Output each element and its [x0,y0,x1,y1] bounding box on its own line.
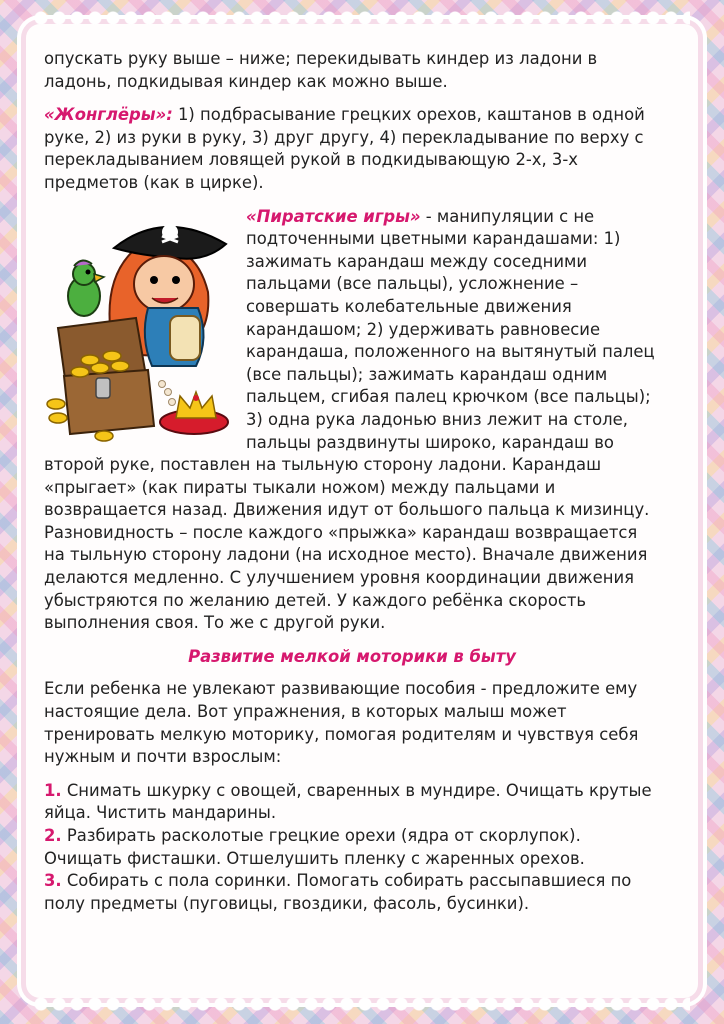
article-body [44,48,660,915]
list-item [44,825,660,870]
list-item-number: 3. [44,871,62,891]
pirate-girl-illustration [44,208,240,444]
jugglers-text: 1) подбрасывание грецких орехов, каштанов в одной руке, 2) из руки в руку, 3) друг другу, 4) перекладывание по верху с перекладыванием ловящей рукой в подкидывающую 2-х, 3-х предметов (как в цирке). [44,105,645,192]
list-item [44,780,660,825]
section-heading: Развитие мелкой моторики в быту [188,646,516,666]
list-item-text: Собирать с пола соринки. Помогать собирать рассыпавшиеся по полу предметы (пуговицы, гвоздики, фасоль, бусинки). [44,871,632,913]
intro-paragraph: опускать руку выше – ниже; перекидывать киндер из ладони в ладонь, подкидывая киндер как можно выше. [44,49,598,91]
pirates-title: «Пиратские игры» [246,206,421,226]
exercise-list [44,780,660,916]
list-item-text: Разбирать расколотые грецкие орехи (ядра от скорлупок). Очищать фисташки. Отшелушить пленку с жаренных орехов. [44,826,585,868]
pirates-paragraph [44,206,660,635]
list-item [44,870,660,915]
pirates-text: - манипуляции с не подточенными цветными карандашами: 1) зажимать карандаш между соседними пальцами (все пальцы), усложнение – совершать колебательные движения карандашом; 2) удерживать равновесие карандаша, положенного на вытянутый палец (все пальцы); зажимать карандаш одним пальцем, сгибая палец крючком (все пальцы); 3) одна рука ладонью вниз лежит на столе, пальцы раздвинуты широко, карандаш во второй руке, поставлен на тыльную сторону ладони. Карандаш «прыгает» (как пираты тыкали ножом) между пальцами и возвращается назад. Движения идут от большого пальца к мизинцу. Разновидность – после каждого «прыжка» карандаш возвращается на тыльную сторону ладони (на исходное место). Вначале движения делаются медленно. С улучшением уровня координации движения убыстряются по желанию детей. У каждого ребёнка скорость выполнения своя. То же с другой руки. [44,206,655,633]
jugglers-title: «Жонглёры»: [44,105,173,125]
section-intro: Если ребенка не увлекают развивающие пособия - предложите ему настоящие дела. Вот упражнения, в которых малыш может тренировать мелкую моторику, помогая родителям и чувствуя себя нужным и почти взрослым: [44,679,639,767]
jugglers-paragraph [44,104,660,194]
list-item-number: 1. [44,780,62,800]
list-item-text: Снимать шкурку с овощей, сваренных в мундире. Очищать крутые яйца. Чистить мандарины. [44,780,652,823]
list-item-number: 2. [44,826,62,845]
